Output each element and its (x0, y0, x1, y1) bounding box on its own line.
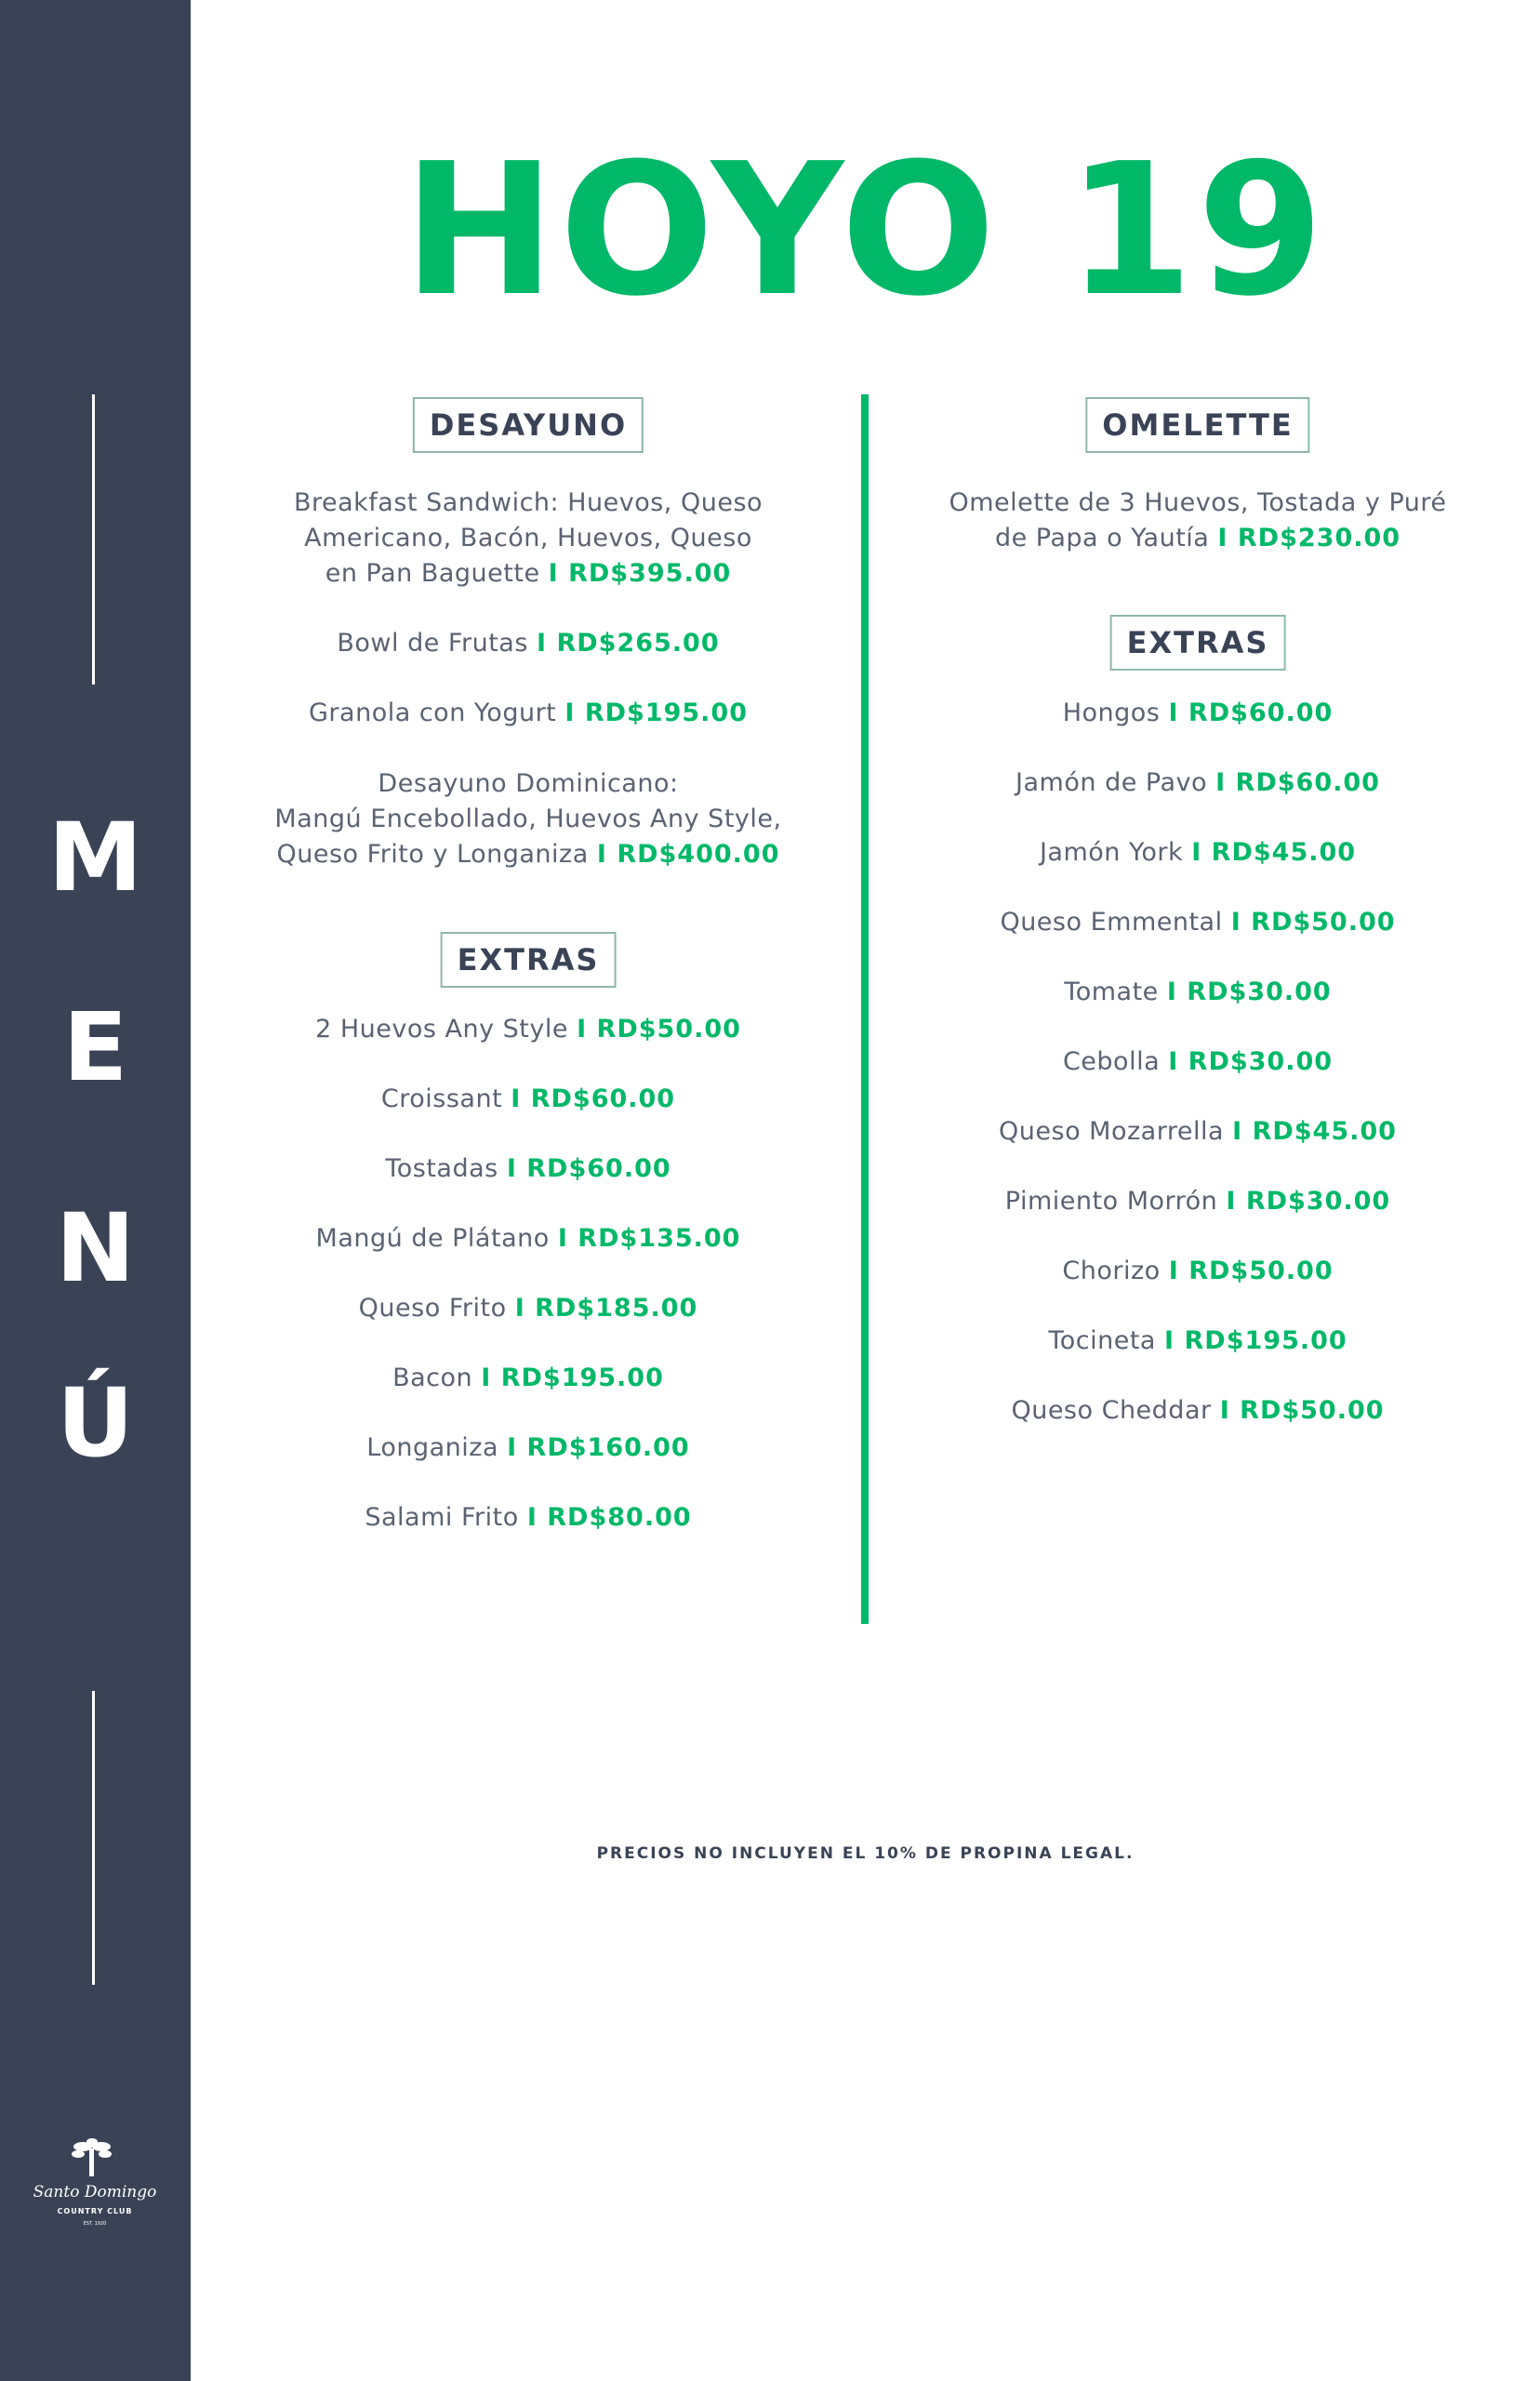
menu-item (949, 486, 1447, 556)
menu-item (316, 1221, 741, 1257)
menu-item (359, 1291, 698, 1326)
item-name: Jamón York (1039, 838, 1184, 867)
item-line: de Papa o Yautía (994, 524, 1210, 552)
sidebar-letter: Ú (57, 1368, 134, 1479)
item-price: I RD$45.00 (1191, 838, 1357, 867)
logo-subtext: COUNTRY CLUB (57, 2207, 133, 2215)
palm-tree-icon (20, 2135, 169, 2232)
footer-note: PRECIOS NO INCLUYEN EL 10% DE PROPINA LEGAL. (596, 1844, 1135, 1863)
menu-item (1040, 835, 1356, 871)
menu-item (1063, 1044, 1333, 1080)
item-line: Breakfast Sandwich: Huevos, Queso (293, 488, 763, 517)
menu-item (366, 1430, 689, 1466)
menu-item (1063, 696, 1334, 731)
menu-item (385, 1151, 670, 1187)
item-name: Pimiento Morrón (1004, 1187, 1218, 1216)
page-title: HOYO 19 (403, 125, 1328, 337)
menu-item (309, 696, 748, 731)
menu-item (1000, 905, 1395, 940)
item-line: Mangú Encebollado, Huevos Any Style, (274, 805, 782, 833)
item-name: Queso Emmental (1000, 908, 1223, 937)
item-price: I RD$50.00 (1168, 1257, 1334, 1285)
item-name: Bowl de Frutas (337, 629, 528, 658)
item-price: I RD$160.00 (507, 1433, 690, 1462)
sidebar-letter: M (47, 803, 143, 913)
section-heading-omelette: OMELETTE (1085, 397, 1309, 453)
menu-item (1062, 1254, 1333, 1289)
menu-item (315, 1012, 741, 1047)
menu-item (1064, 975, 1331, 1010)
section-heading-extras: EXTRAS (441, 932, 617, 988)
item-price: I RD$60.00 (1215, 768, 1380, 797)
menu-item (1048, 1324, 1347, 1359)
item-name: Cebolla (1062, 1047, 1161, 1076)
item-price: I RD$80.00 (526, 1503, 692, 1532)
menu-item (1005, 1184, 1390, 1219)
item-price: I RD$400.00 (596, 840, 780, 869)
item-price: I RD$230.00 (1217, 524, 1401, 552)
item-name: Mangú de Plátano (315, 1224, 550, 1253)
item-name: Tostadas (385, 1154, 498, 1183)
sidebar-letter: N (55, 1193, 136, 1304)
item-price: I RD$195.00 (481, 1363, 664, 1392)
item-name: Queso Cheddar (1011, 1396, 1212, 1425)
item-name: Tomate (1064, 978, 1159, 1006)
item-name: Salami Frito (365, 1503, 519, 1532)
item-name: Bacon (392, 1363, 473, 1392)
item-name: Chorizo (1062, 1257, 1161, 1285)
section-heading-extras: EXTRAS (1110, 615, 1286, 671)
menu-item (1016, 765, 1380, 801)
item-price: I RD$60.00 (1168, 698, 1334, 727)
column-divider (861, 394, 869, 1624)
item-price: I RD$30.00 (1168, 1047, 1334, 1076)
sidebar-bottom-line (92, 1691, 95, 1985)
item-line: Omelette de 3 Huevos, Tostada y Puré (949, 488, 1447, 517)
item-price: I RD$30.00 (1226, 1187, 1391, 1216)
menu-item (999, 1114, 1397, 1150)
sidebar-top-line (92, 394, 95, 685)
item-name: Queso Frito (358, 1294, 507, 1323)
logo-est: EST. 1920 (83, 2221, 107, 2227)
menu-item (274, 766, 781, 872)
item-price: I RD$265.00 (537, 629, 720, 658)
item-price: I RD$60.00 (511, 1084, 676, 1113)
item-price: I RD$395.00 (548, 559, 732, 588)
sidebar (0, 0, 191, 2381)
item-name: Tocineta (1048, 1326, 1156, 1355)
item-price: I RD$185.00 (514, 1294, 698, 1323)
item-price: I RD$195.00 (564, 698, 748, 727)
menu-item (1011, 1393, 1384, 1429)
item-price: I RD$30.00 (1166, 978, 1332, 1006)
section-heading-desayuno: DESAYUNO (413, 397, 644, 453)
logo-text: Santo Domingo (33, 2183, 157, 2201)
menu-item (365, 1500, 691, 1536)
item-name: 2 Huevos Any Style (315, 1015, 568, 1044)
menu-item (337, 626, 719, 661)
item-price: I RD$50.00 (577, 1015, 741, 1044)
sidebar-letter: E (62, 992, 128, 1103)
menu-item (381, 1082, 675, 1117)
item-name: Hongos (1062, 698, 1161, 727)
item-name: Croissant (380, 1084, 503, 1113)
item-name: Jamón de Pavo (1016, 768, 1208, 797)
item-price: I RD$135.00 (557, 1224, 741, 1253)
item-price: I RD$195.00 (1164, 1326, 1348, 1355)
menu-item (294, 486, 763, 592)
item-name: Longaniza (366, 1433, 498, 1462)
menu-item (392, 1361, 664, 1396)
item-price: I RD$60.00 (506, 1154, 671, 1183)
item-line: Queso Frito y Longaniza (276, 840, 589, 869)
item-line: Americano, Bacón, Huevos, Queso (304, 524, 752, 552)
item-name: Queso Mozarrella (999, 1117, 1225, 1146)
item-price: I RD$50.00 (1230, 908, 1396, 937)
item-price: I RD$50.00 (1219, 1396, 1385, 1425)
item-name: Granola con Yogurt (309, 698, 557, 727)
item-line: en Pan Baguette (325, 559, 540, 588)
item-line: Desayuno Dominicano: (378, 769, 679, 798)
item-price: I RD$45.00 (1232, 1117, 1397, 1146)
